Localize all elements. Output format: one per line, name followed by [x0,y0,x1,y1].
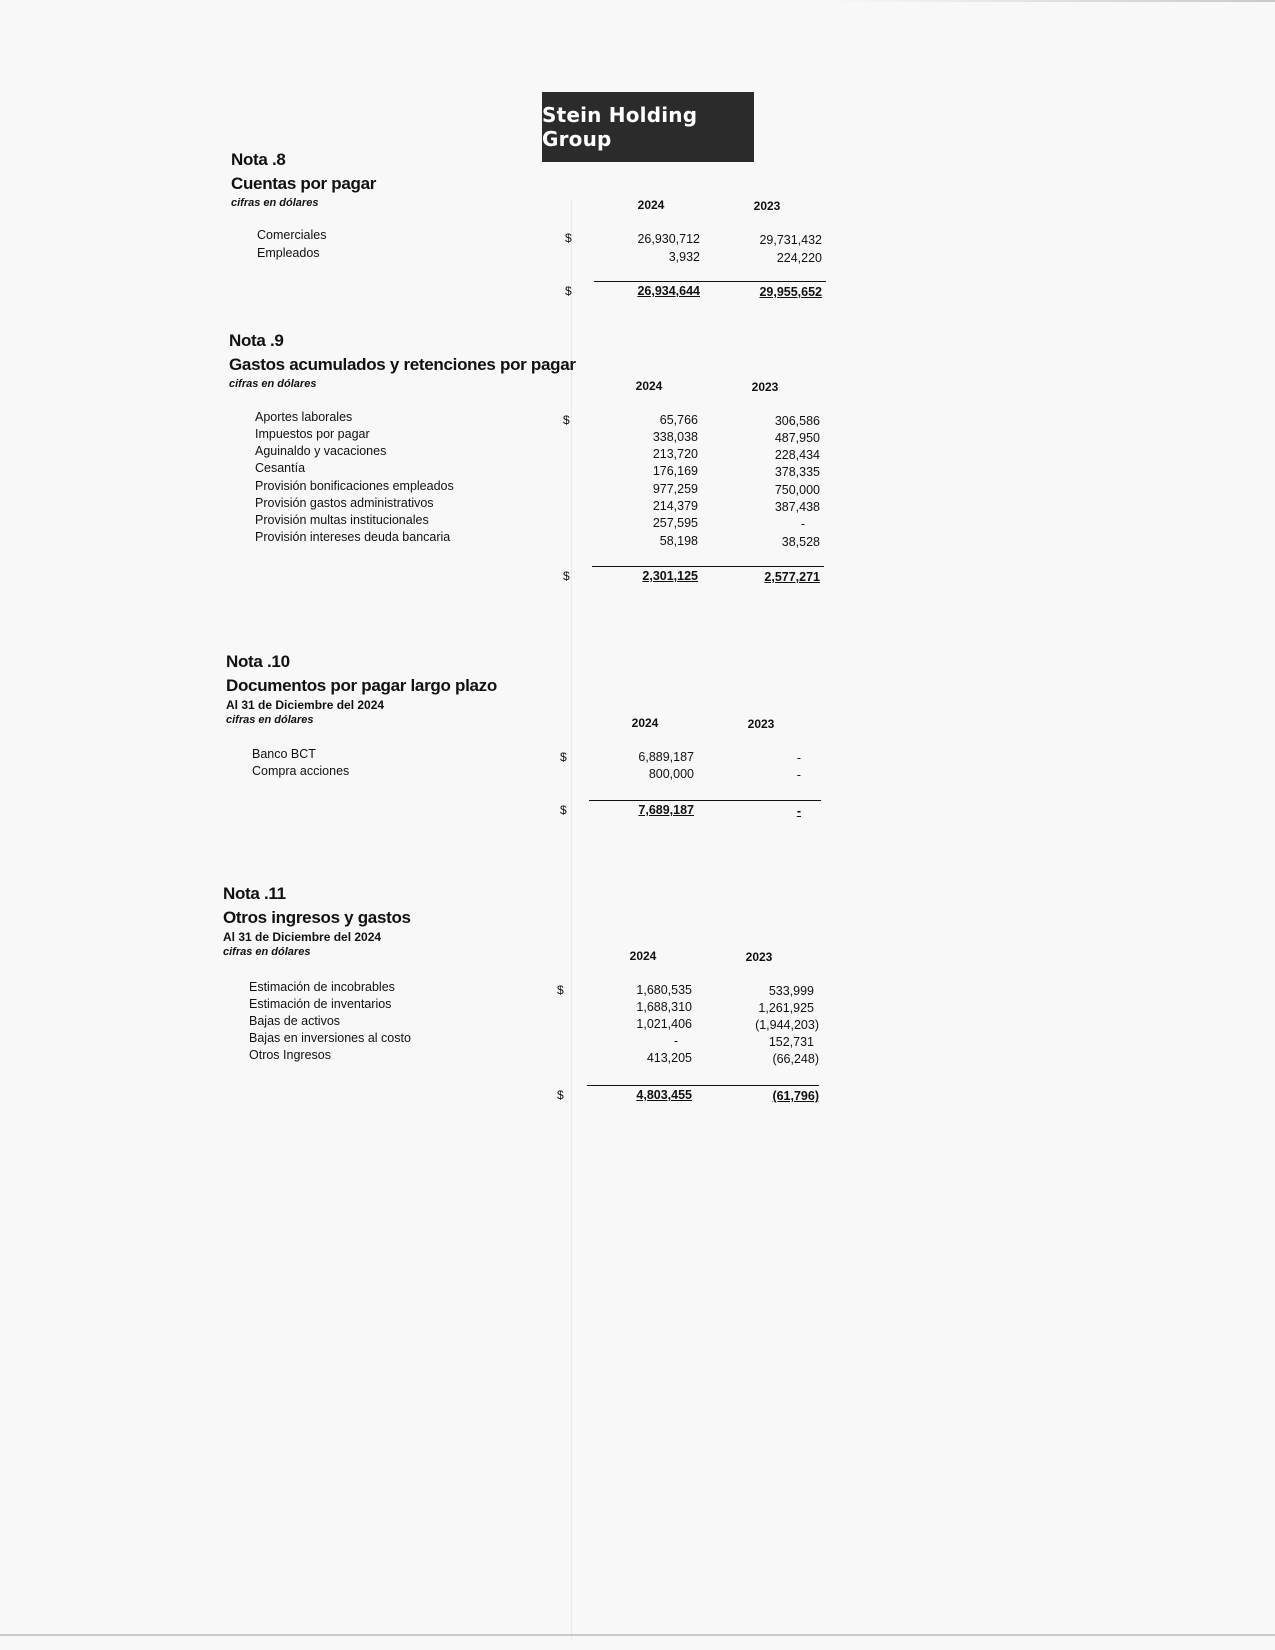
company-logo [542,92,754,162]
note-8-row-currency: $ [565,231,572,245]
note-8-total-currency: $ [565,284,572,298]
note-9-row-2024: 176,169 [652,464,698,478]
note-11-row-2023: 1,261,925 [758,1001,814,1015]
note-11-row-2024: 1,021,406 [636,1017,692,1031]
note-9-row-2024: 338,038 [652,430,698,444]
scan-edge-bottom [0,1634,1275,1636]
note-11-year-2024: 2024 [629,949,657,963]
note-11-row-label: Otros Ingresos [249,1048,331,1062]
note-9-row-2023: 38,528 [781,535,820,549]
note-9-year-2024: 2024 [635,379,663,393]
note-11-row-2024: 1,688,310 [636,1000,692,1014]
note-11-number: Nota .11 [223,884,286,903]
note-8-row-label: Empleados [257,246,320,260]
note-10-row-label: Compra acciones [252,764,350,778]
note-8-total-2023: 29,955,652 [759,285,822,299]
note-9-row-2024: 65,766 [659,413,698,427]
note-10-row-label: Banco BCT [252,747,316,761]
note-9-row-2023: 378,335 [774,465,820,479]
note-11-row-2023: 533,999 [768,984,814,998]
note-11-total-2024: 4,803,455 [636,1088,692,1102]
note-8-row-2023: 29,731,432 [759,233,822,247]
note-9-row-2024: 214,379 [652,499,698,513]
note-8-header [231,148,376,210]
note-8-row-2024: 3,932 [668,250,700,264]
note-10-subtitle: Al 31 de Diciembre del 2024 [226,698,385,712]
note-9-total-currency: $ [563,569,570,583]
note-11-row-label: Estimación de inventarios [249,997,392,1011]
note-9-header [229,329,576,391]
note-10-row-currency: $ [560,750,567,764]
note-9-row-currency: $ [563,413,570,427]
note-11-subtitle: Al 31 de Diciembre del 2024 [223,930,382,944]
note-9-title: Gastos acumulados y retenciones por pagar [229,355,576,374]
note-9-total-rule [592,566,824,567]
note-9-year-2023: 2023 [751,380,779,394]
note-11-row-label: Bajas en inversiones al costo [249,1031,411,1045]
note-10-year-2023: 2023 [747,717,775,731]
note-11-row-2024: 413,205 [646,1051,692,1065]
note-9-row-label: Provisión multas institucionales [255,513,429,527]
note-8-units: cifras en dólares [231,197,319,209]
note-10-year-2024: 2024 [631,716,659,730]
note-11-total-2023: (61,796) [772,1089,819,1103]
note-9-total-2023: 2,577,271 [764,570,820,584]
note-9-row-2024: 977,259 [652,482,698,496]
note-9-row-label: Provisión intereses deuda bancaria [255,530,451,544]
note-9-row-2023: - [800,517,805,531]
note-9-row-2023: 387,438 [774,500,820,514]
note-11-row-currency: $ [557,983,564,997]
note-10-total-rule [589,800,821,801]
note-10-units: cifras en dólares [226,714,314,726]
note-10-row-2023: - [796,768,801,782]
note-9-row-label: Impuestos por pagar [255,427,370,441]
note-8-year-2023: 2023 [753,199,781,213]
note-9-row-2023: 306,586 [774,414,820,428]
note-11-total-rule [587,1085,819,1086]
note-9-row-2024: 58,198 [659,534,698,548]
scan-edge-top [0,0,1275,2]
note-10-row-2024: 6,889,187 [638,750,694,764]
note-9-row-2023: 228,434 [774,448,820,462]
note-10-total-currency: $ [560,803,567,817]
note-8-title: Cuentas por pagar [231,174,377,193]
note-11-units: cifras en dólares [223,946,311,958]
note-8-number: Nota .8 [231,150,286,169]
note-8-year-2024: 2024 [637,198,665,212]
scan-fold-line [571,200,572,1640]
note-9-row-label: Provisión gastos administrativos [255,496,434,510]
company-logo-text: Stein Holding Group [542,103,698,151]
note-10-header [226,650,497,727]
note-9-row-label: Aportes laborales [255,410,353,424]
note-11-row-2023: (66,248) [772,1052,819,1066]
note-9-row-label: Aguinaldo y vacaciones [255,444,387,458]
note-9-row-2024: 213,720 [652,447,698,461]
note-10-title: Documentos por pagar largo plazo [226,676,497,695]
note-11-year-2023: 2023 [745,950,773,964]
note-11-title: Otros ingresos y gastos [223,908,411,927]
note-10-total-2024: 7,689,187 [638,803,694,817]
note-11-row-2024: 1,680,535 [636,983,692,997]
note-8-total-rule [594,281,826,282]
note-11-row-2023: 152,731 [768,1035,814,1049]
note-8-row-label: Comerciales [257,228,327,242]
note-9-units: cifras en dólares [229,378,317,390]
note-9-number: Nota .9 [229,331,284,350]
note-10-row-2024: 800,000 [648,767,694,781]
note-10-total-2023: - [796,804,801,818]
note-11-row-label: Bajas de activos [249,1014,341,1028]
note-8-row-2023: 224,220 [776,251,822,265]
note-11-row-2023: (1,944,203) [755,1018,819,1032]
note-9-total-2024: 2,301,125 [642,569,698,583]
note-11-row-2024: - [673,1034,678,1048]
note-8-total-2024: 26,934,644 [637,284,700,298]
note-9-row-label: Cesantía [255,461,306,475]
note-11-header [223,882,411,959]
note-10-number: Nota .10 [226,652,290,671]
note-10-row-2023: - [796,751,801,765]
note-9-row-2024: 257,595 [652,516,698,530]
note-9-row-2023: 487,950 [774,431,820,445]
note-8-row-2024: 26,930,712 [637,232,700,246]
note-9-row-2023: 750,000 [774,483,820,497]
note-11-total-currency: $ [557,1088,564,1102]
note-11-row-label: Estimación de incobrables [249,980,395,994]
note-9-row-label: Provisión bonificaciones empleados [255,479,454,493]
